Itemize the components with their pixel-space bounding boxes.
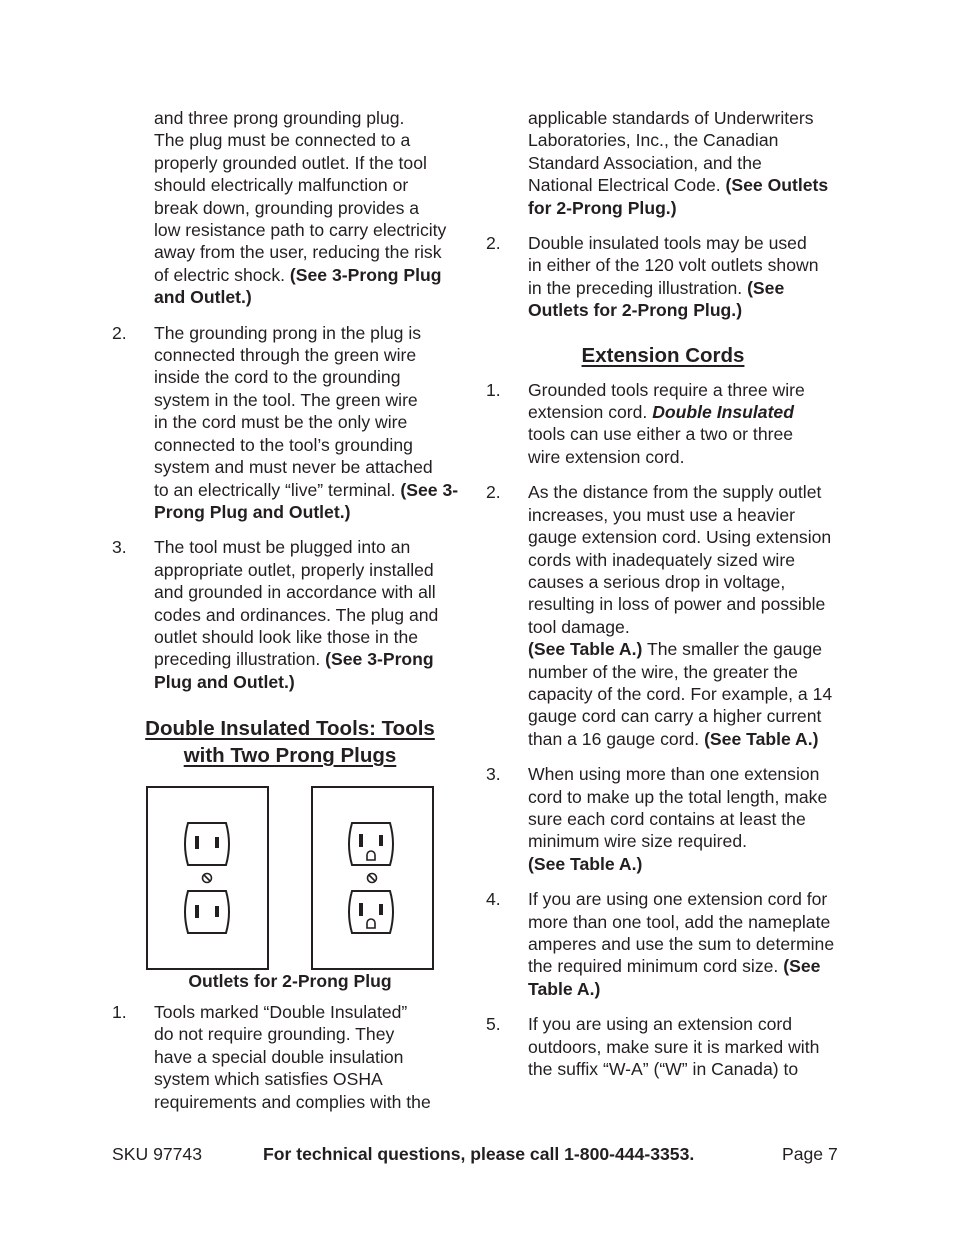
text-line: inside the cord to the grounding xyxy=(154,367,401,388)
list-item xyxy=(486,763,846,875)
cross-reference: (See Table A.) xyxy=(528,853,643,874)
text-line: The plug must be connected to a xyxy=(154,130,411,151)
text-line: system which satisfies OSHA xyxy=(154,1069,383,1090)
text-line: should electrically malfunction or xyxy=(154,175,409,196)
text-line: appropriate outlet, properly installed xyxy=(154,559,434,580)
item-text: If you are using one extension cord for more than one tool, add the nameplate amperes and use the sum to determine the required minimum cord size. xyxy=(528,889,835,977)
text-line: of electric shock. (See 3-Prong Plug and Outlet.) xyxy=(154,264,442,308)
footer-sku: SKU 97743 xyxy=(112,1144,202,1164)
figure-caption: Outlets for 2-Prong Plug xyxy=(188,971,392,991)
text-line: have a special double insulation xyxy=(154,1046,404,1067)
text-line: connected through the green wire xyxy=(154,345,417,366)
cross-reference: (See Outlets for 2-Prong Plug.) xyxy=(528,277,785,321)
continued-item xyxy=(486,107,846,219)
item-text: The smaller the gauge number of the wire, the greater the capacity of the cord. For example, a 14 gauge cord can carry a higher current than a 16 gauge cord. xyxy=(528,639,833,749)
item-text: When using more than one extension cord to make up the total length, make sure each cord contains at least the minimum wire size required. xyxy=(528,764,828,852)
emphasis-text: Double Insulated xyxy=(652,402,794,423)
text-line: Double insulated tools may be used xyxy=(528,233,807,254)
text-line: low resistance path to carry electricity xyxy=(154,220,447,241)
item-text: If you are using an extension cord outdoors, make sure it is marked with the suffix “W-A” (“W” in Canada) to xyxy=(528,1014,820,1080)
item-number: 3. xyxy=(486,764,501,785)
text-line: Tools marked “Double Insulated” xyxy=(154,1002,408,1022)
left-column xyxy=(112,107,472,769)
item-number: 2. xyxy=(486,482,501,503)
cross-reference: (See 3-Prong Plug and Outlet.) xyxy=(154,264,442,308)
item-text: tools can use either a two or three wire extension cord. xyxy=(528,424,794,467)
list-item xyxy=(486,232,846,322)
list-item xyxy=(112,322,472,524)
text-line: applicable standards of Underwriters xyxy=(528,108,814,128)
text-line: Standard Association, and the xyxy=(528,152,762,173)
heading-line: Double Insulated Tools: Tools xyxy=(145,717,435,741)
text-line: to an electrically “live” terminal. (See 3-Prong Plug and Outlet.) xyxy=(154,479,459,522)
item-text: Grounded tools require a three wire extension cord. xyxy=(528,379,805,423)
list-item xyxy=(486,379,846,469)
cross-reference: (See Table A.) xyxy=(704,728,819,749)
item-number: 5. xyxy=(486,1014,501,1035)
outlet-receptacle-bottom-icon xyxy=(185,891,229,933)
list-item xyxy=(112,1001,472,1113)
list-item xyxy=(486,481,846,750)
list-item xyxy=(112,536,472,693)
text-line: and grounded in accordance with all xyxy=(154,582,436,603)
screw-icon xyxy=(368,874,377,883)
left-column-bottom xyxy=(112,1001,472,1113)
cross-reference: (See Table A.) xyxy=(528,956,821,999)
text-line: system in the tool. The green wire xyxy=(154,389,418,410)
item-number: 3. xyxy=(112,537,127,558)
continued-item xyxy=(112,107,472,309)
text-line: in the preceding illustration. (See Outlets for 2-Prong Plug.) xyxy=(528,277,785,321)
text-line: The grounding prong in the plug is xyxy=(154,322,422,343)
text-line: The tool must be plugged into an xyxy=(154,537,411,558)
screw-icon xyxy=(203,874,212,883)
item-number: 1. xyxy=(486,379,501,400)
three-prong-outlet-plate xyxy=(312,787,433,969)
text-line: do not require grounding. They xyxy=(154,1024,395,1045)
item-number: 2. xyxy=(486,233,501,254)
outlet-receptacle-bottom-icon xyxy=(349,891,393,933)
section-heading-extension-cords xyxy=(486,342,798,369)
text-line: preceding illustration. (See 3-Prong Plug and Outlet.) xyxy=(154,649,434,692)
text-line: codes and ordinances. The plug and xyxy=(154,604,439,625)
list-item xyxy=(486,1013,846,1080)
text-line: system and must never be attached xyxy=(154,457,433,478)
two-prong-outlet-plate xyxy=(147,787,268,969)
cross-reference: (See 3-Prong Plug and Outlet.) xyxy=(154,649,434,692)
text-line: and three prong grounding plug. xyxy=(154,108,405,128)
outlet-receptacle-top-icon xyxy=(349,823,393,865)
text-line: break down, grounding provides a xyxy=(154,197,420,218)
text-line: in the cord must be the only wire xyxy=(154,412,408,433)
text-line: Laboratories, Inc., the Canadian xyxy=(528,130,779,151)
item-text: As the distance from the supply outlet increases, you must use a heavier gauge extension cord. Using extension cords with inadequately sized wire causes a serious drop in voltage, resulting in loss of power and possible tool damage. xyxy=(528,482,832,637)
right-column xyxy=(486,107,846,1080)
cross-reference: (See Table A.) xyxy=(528,639,643,660)
heading-line: Extension Cords xyxy=(581,343,745,367)
list-item xyxy=(486,888,846,1000)
text-line: in either of the 120 volt outlets shown xyxy=(528,255,819,276)
cross-reference: (See Outlets for 2-Prong Plug.) xyxy=(528,175,829,218)
outlets-illustration xyxy=(146,786,436,972)
text-line: requirements and complies with the xyxy=(154,1091,431,1112)
text-line: away from the user, reducing the risk xyxy=(154,242,442,263)
text-line: National Electrical Code. (See Outlets for 2-Prong Plug.) xyxy=(528,175,829,218)
section-heading-double-insulated xyxy=(112,715,468,769)
footer-page-number: Page 7 xyxy=(782,1144,838,1164)
item-number: 2. xyxy=(112,322,127,343)
outlet-receptacle-top-icon xyxy=(185,823,229,865)
item-number: 1. xyxy=(112,1002,127,1022)
cross-reference: (See 3-Prong Plug and Outlet.) xyxy=(154,479,459,522)
heading-line: with Two Prong Plugs xyxy=(183,744,397,768)
text-line: outlet should look like those in the xyxy=(154,626,419,647)
item-number: 4. xyxy=(486,889,501,910)
text-line: connected to the tool’s grounding xyxy=(154,434,413,455)
footer-contact: For technical questions, please call 1-800-444-3353. xyxy=(263,1144,695,1164)
text-line: properly grounded outlet. If the tool xyxy=(154,152,427,173)
